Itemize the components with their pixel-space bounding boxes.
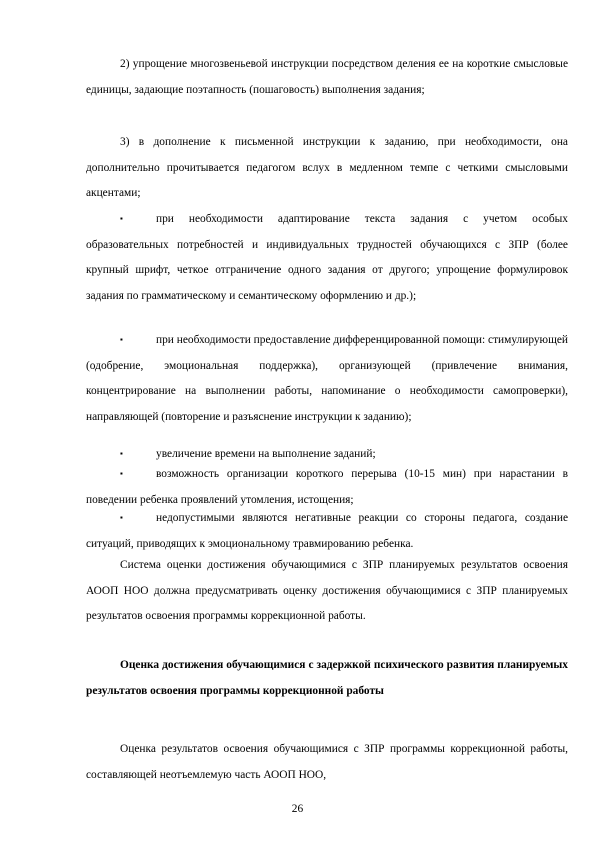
bullet-negative-reactions bbox=[86, 505, 568, 557]
bullet-icon: ▪ bbox=[120, 335, 123, 344]
paragraph-text: 2) упрощение многозвеньевой инструкции посредством деления ее на короткие смысловые единицы, задающие поэтапность (пошаговость) выполнения задания; bbox=[86, 58, 568, 96]
paragraph-text: Оценка результатов освоения обучающимися с ЗПР программы коррекционной работы, составляющей неотъемлемую часть АООП НОО, bbox=[86, 743, 568, 781]
bullet-text: возможность организации короткого перерыва (10-15 мин) при нарастании в поведении ребенка проявлений утомления, истощения; bbox=[86, 468, 568, 506]
bullet-text: при необходимости адаптирование текста задания с учетом особых образовательных потребностей и индивидуальных трудностей обучающихся с ЗПР (более крупный шрифт, четкое отграничение одного задания от другого; упрощение формулировок задания по грамматическому и семантическому оформлению и др.); bbox=[86, 213, 568, 302]
paragraph-assessment-results bbox=[86, 737, 568, 788]
section-heading bbox=[86, 653, 568, 704]
paragraph-item-2 bbox=[86, 52, 568, 103]
bullet-icon: ▪ bbox=[120, 449, 123, 458]
paragraph-assessment-system bbox=[86, 553, 568, 630]
bullet-differentiated-help bbox=[86, 327, 568, 430]
bullet-adaptation bbox=[86, 206, 568, 309]
paragraph-item-3 bbox=[86, 130, 568, 207]
page-number: 26 bbox=[291, 803, 304, 815]
paragraph-text: 3) в дополнение к письменной инструкции к заданию, при необходимости, она дополнительно прочитывается педагогом вслух в медленном темпе с четкими смысловыми акцентами; bbox=[86, 136, 568, 200]
bullet-text: увеличение времени на выполнение заданий; bbox=[156, 448, 376, 460]
bullet-icon: ▪ bbox=[120, 513, 123, 522]
heading-text: Оценка достижения обучающимися с задержкой психического развития планируемых результатов освоения программы коррекционной работы bbox=[86, 659, 568, 697]
paragraph-text: Система оценки достижения обучающимися с ЗПР планируемых результатов освоения АООП НОО должна предусматривать оценку достижения обучающимися с ЗПР планируемых результатов освоения программы коррекционной работы. bbox=[86, 559, 568, 623]
bullet-text: при необходимости предоставление дифференцированной помощи: стимулирующей (одобрение, эмоциональная поддержка), организующей (привлечение внимания, концентрирование на выполнении работы, напоминание о необходимости самопроверки), направляющей (повторение и разъяснение инструкции к заданию); bbox=[86, 334, 568, 423]
bullet-text: недопустимыми являются негативные реакции со стороны педагога, создание ситуаций, приводящих к эмоциональному травмированию ребенка. bbox=[86, 512, 568, 550]
bullet-icon: ▪ bbox=[120, 214, 123, 223]
bullet-icon: ▪ bbox=[120, 469, 123, 478]
